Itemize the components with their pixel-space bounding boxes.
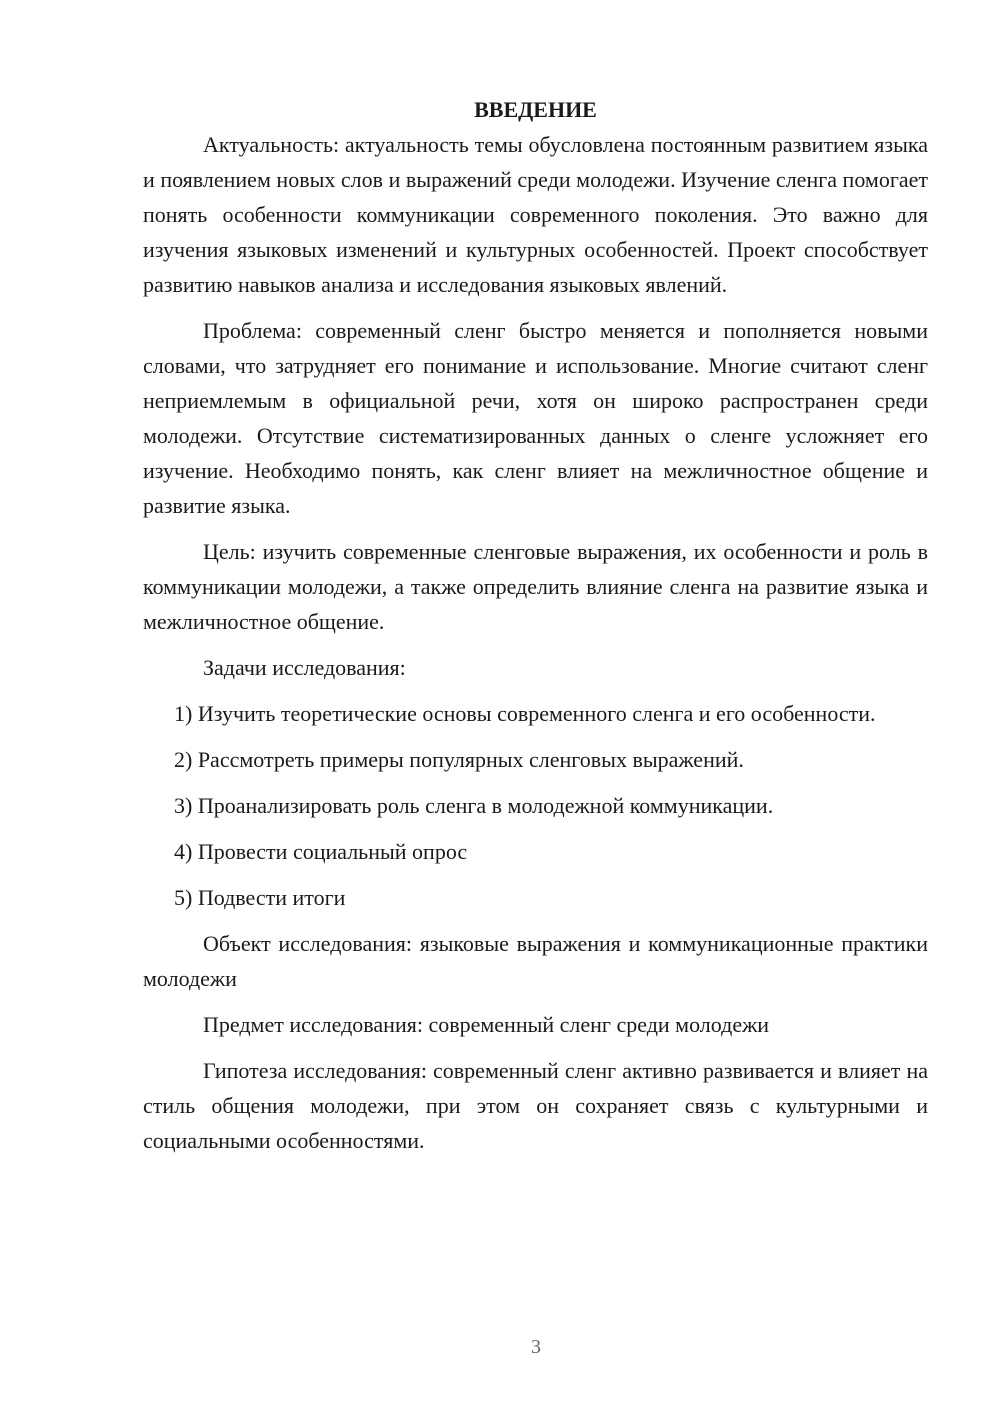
object-paragraph: Объект исследования: языковые выражения и коммуникационные практики молодежи	[143, 931, 928, 991]
relevance-paragraph: Актуальность: актуальность темы обусловлена постоянным развитием языка и появлением новых слов и выражений среди молодежи. Изучение сленга помогает понять особенности коммуникации современного поколения. Это важно для изучения языковых изменений и культурных особенностей. Проект способствует развитию навыков анализа и исследования языковых явлений.	[143, 132, 928, 297]
section-title: ВВЕДЕНИЕ	[474, 97, 597, 122]
goal-paragraph: Цель: изучить современные сленговые выражения, их особенности и роль в коммуникации молодежи, а также определить влияние сленга на развитие языка и межличностное общение.	[143, 539, 928, 634]
task-item-4: 4) Провести социальный опрос	[174, 839, 468, 864]
page-number: 3	[531, 1336, 541, 1358]
document-page	[143, 92, 928, 1158]
task-item-3: 3) Проанализировать роль сленга в молодежной коммуникации.	[174, 793, 774, 818]
tasks-heading: Задачи исследования:	[203, 655, 406, 680]
task-item-1: 1) Изучить теоретические основы современного сленга и его особенности.	[174, 701, 876, 726]
task-item-5: 5) Подвести итоги	[174, 885, 346, 910]
task-item-2: 2) Рассмотреть примеры популярных сленговых выражений.	[174, 747, 744, 772]
subject-paragraph: Предмет исследования: современный сленг среди молодежи	[203, 1012, 770, 1037]
problem-paragraph: Проблема: современный сленг быстро меняется и пополняется новыми словами, что затрудняет его понимание и использование. Многие считают сленг неприемлемым в официальной речи, хотя он широко распространен среди молодежи. Отсутствие систематизированных данных о сленге усложняет его изучение. Необходимо понять, как сленг влияет на межличностное общение и развитие языка.	[143, 318, 928, 518]
hypothesis-paragraph: Гипотеза исследования: современный сленг активно развивается и влияет на стиль общения молодежи, при этом он сохраняет связь с культурными и социальными особенностями.	[143, 1058, 928, 1153]
